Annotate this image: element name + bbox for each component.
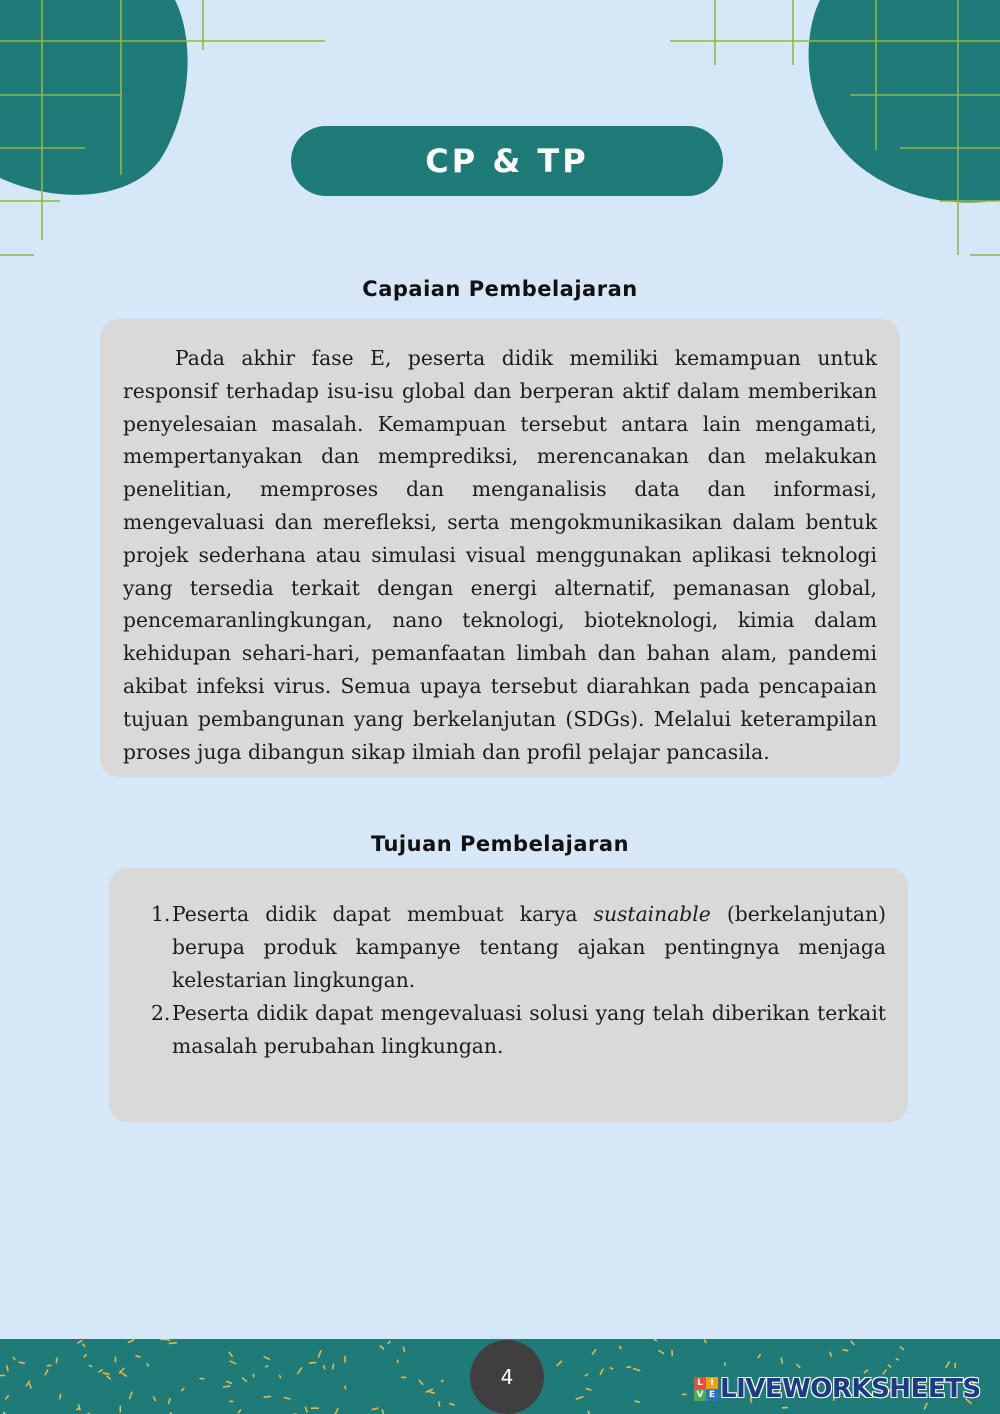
text-segment: (berkelanjutan) berupa produk kampanye tentang ajakan pentingnya menjaga kelestarian lingkungan. bbox=[172, 902, 886, 992]
confetti-speck bbox=[442, 1380, 444, 1381]
confetti-speck bbox=[557, 1361, 561, 1365]
confetti-speck bbox=[419, 1380, 422, 1384]
page-title-text: CP & TP bbox=[425, 142, 589, 180]
confetti-speck bbox=[372, 1408, 378, 1409]
page-title bbox=[291, 126, 723, 196]
confetti-speck bbox=[705, 1340, 706, 1342]
confetti-speck bbox=[380, 1346, 383, 1349]
confetti-speck bbox=[830, 1352, 831, 1356]
logo-wordmark: LIVEWORKSHEETS bbox=[720, 1374, 981, 1404]
confetti-speck bbox=[78, 1341, 82, 1343]
confetti-speck bbox=[797, 1365, 800, 1368]
confetti-speck bbox=[280, 1376, 281, 1378]
confetti-speck bbox=[382, 1410, 384, 1414]
confetti-speck bbox=[60, 1395, 61, 1399]
confetti-speck bbox=[229, 1352, 232, 1356]
liveworksheets-logo bbox=[694, 1372, 981, 1406]
confetti-speck bbox=[264, 1357, 269, 1359]
capaian-paragraph: Pada akhir fase E, peserta didik memiliki kemampuan untuk responsif terhadap isu-isu global dan berperan aktif dalam memberikan penyelesaian masalah. Kemampuan tersebut antara lain mengamati, mempertanyakan dan memprediksi, merencanakan dan melakukan penelitian, memproses dan menganalisis data dan informasi, mengevaluasi dan merefleksi, serta mengokmunikasikan dalam bentuk projek sederhana atau simulasi visual menggunakan aplikasi teknologi yang tersedia terkait dengan energi alternatif, pemanasan global, pencemaranlingkungan, nano teknologi, bioteknologi, kimia dalam kehidupan sehari-hari, pemanfaatan limbah dan bahan alam, pandemi akibat infeksi virus. Semua upaya tersebut diarahkan pada pencapaian tujuan pembangunan yang berkelanjutan (SDGs). Melalui keterampilan proses juga dibangun sikap ilmiah dan profil pelajar pancasila. bbox=[123, 346, 877, 764]
tujuan-box bbox=[109, 868, 908, 1122]
capaian-heading: Capaian Pembelajaran bbox=[362, 277, 638, 301]
confetti-speck bbox=[129, 1340, 134, 1342]
list-item bbox=[151, 898, 886, 997]
confetti-speck bbox=[324, 1366, 325, 1369]
confetti-speck bbox=[600, 1369, 603, 1374]
confetti-speck bbox=[576, 1397, 583, 1399]
list-item bbox=[151, 997, 886, 1063]
confetti-speck bbox=[264, 1397, 270, 1398]
confetti-speck bbox=[13, 1357, 14, 1359]
page-number: 4 bbox=[500, 1365, 514, 1389]
confetti-speck bbox=[758, 1355, 760, 1358]
confetti-speck bbox=[439, 1402, 440, 1406]
confetti-speck bbox=[224, 1386, 230, 1387]
confetti-speck bbox=[230, 1361, 235, 1364]
confetti-speck bbox=[83, 1344, 85, 1346]
decorative-blob-right bbox=[670, 0, 1000, 270]
confetti-speck bbox=[7, 1366, 8, 1371]
tujuan-list bbox=[151, 898, 886, 1063]
confetti-speck bbox=[781, 1358, 782, 1363]
confetti-speck bbox=[182, 1388, 184, 1390]
confetti-speck bbox=[6, 1396, 9, 1399]
logo-letter: L bbox=[694, 1377, 706, 1389]
confetti-speck bbox=[136, 1356, 140, 1357]
confetti-speck bbox=[266, 1366, 268, 1367]
confetti-speck bbox=[227, 1381, 232, 1383]
confetti-speck bbox=[154, 1397, 156, 1400]
decorative-blob-left bbox=[0, 0, 340, 270]
page-number-badge bbox=[470, 1340, 544, 1414]
confetti-speck bbox=[77, 1409, 80, 1410]
confetti-speck bbox=[45, 1370, 48, 1375]
confetti-speck bbox=[298, 1368, 302, 1373]
confetti-speck bbox=[429, 1392, 435, 1394]
confetti-speck bbox=[585, 1374, 587, 1376]
confetti-speck bbox=[103, 1373, 109, 1374]
confetti-speck bbox=[333, 1364, 334, 1369]
confetti-speck bbox=[654, 1340, 656, 1341]
list-item-text: Peserta didik dapat mengevaluasi solusi yang telah diberikan terkait masalah perubahan lingkungan. bbox=[172, 1001, 886, 1058]
confetti-speck bbox=[851, 1341, 854, 1345]
confetti-speck bbox=[586, 1389, 590, 1390]
logo-letter: I bbox=[706, 1377, 718, 1389]
logo-letter: E bbox=[706, 1389, 718, 1401]
confetti-speck bbox=[243, 1378, 247, 1381]
confetti-speck bbox=[130, 1392, 132, 1398]
confetti-speck bbox=[450, 1404, 454, 1405]
confetti-speck bbox=[238, 1410, 240, 1412]
confetti-speck bbox=[403, 1347, 404, 1351]
confetti-speck bbox=[634, 1369, 640, 1371]
confetti-speck bbox=[388, 1341, 390, 1343]
confetti-speck bbox=[99, 1370, 102, 1372]
confetti-speck bbox=[635, 1401, 639, 1402]
confetti-speck bbox=[319, 1351, 321, 1357]
confetti-speck bbox=[147, 1364, 148, 1366]
logo-letter: V bbox=[694, 1389, 706, 1401]
confetti-speck bbox=[946, 1362, 949, 1368]
confetti-speck bbox=[121, 1372, 127, 1376]
confetti-speck bbox=[620, 1347, 621, 1349]
confetti-speck bbox=[284, 1398, 289, 1399]
confetti-speck bbox=[627, 1367, 631, 1368]
list-item-text bbox=[172, 898, 886, 997]
confetti-speck bbox=[89, 1365, 91, 1366]
list-number: 1. bbox=[151, 902, 171, 926]
confetti-speck bbox=[56, 1358, 57, 1362]
tujuan-heading: Tujuan Pembelajaran bbox=[370, 832, 630, 856]
confetti-speck bbox=[335, 1409, 337, 1414]
confetti-speck bbox=[896, 1359, 898, 1360]
confetti-speck bbox=[888, 1365, 890, 1367]
confetti-speck bbox=[84, 1355, 86, 1357]
logo-mark bbox=[694, 1377, 718, 1401]
confetti-speck bbox=[900, 1347, 903, 1350]
italic-term: sustainable bbox=[593, 902, 711, 926]
confetti-speck bbox=[30, 1384, 32, 1388]
confetti-speck bbox=[19, 1362, 24, 1363]
confetti-speck bbox=[170, 1343, 177, 1344]
confetti-speck bbox=[305, 1407, 307, 1412]
confetti-speck bbox=[610, 1368, 612, 1369]
confetti-speck bbox=[107, 1376, 110, 1379]
capaian-box bbox=[100, 319, 900, 777]
confetti-speck bbox=[659, 1351, 664, 1354]
confetti-speck bbox=[843, 1350, 847, 1351]
text-segment: Peserta didik dapat membuat karya bbox=[172, 902, 594, 926]
list-number: 2. bbox=[151, 1001, 171, 1025]
confetti-speck bbox=[592, 1350, 595, 1354]
confetti-speck bbox=[169, 1399, 170, 1404]
